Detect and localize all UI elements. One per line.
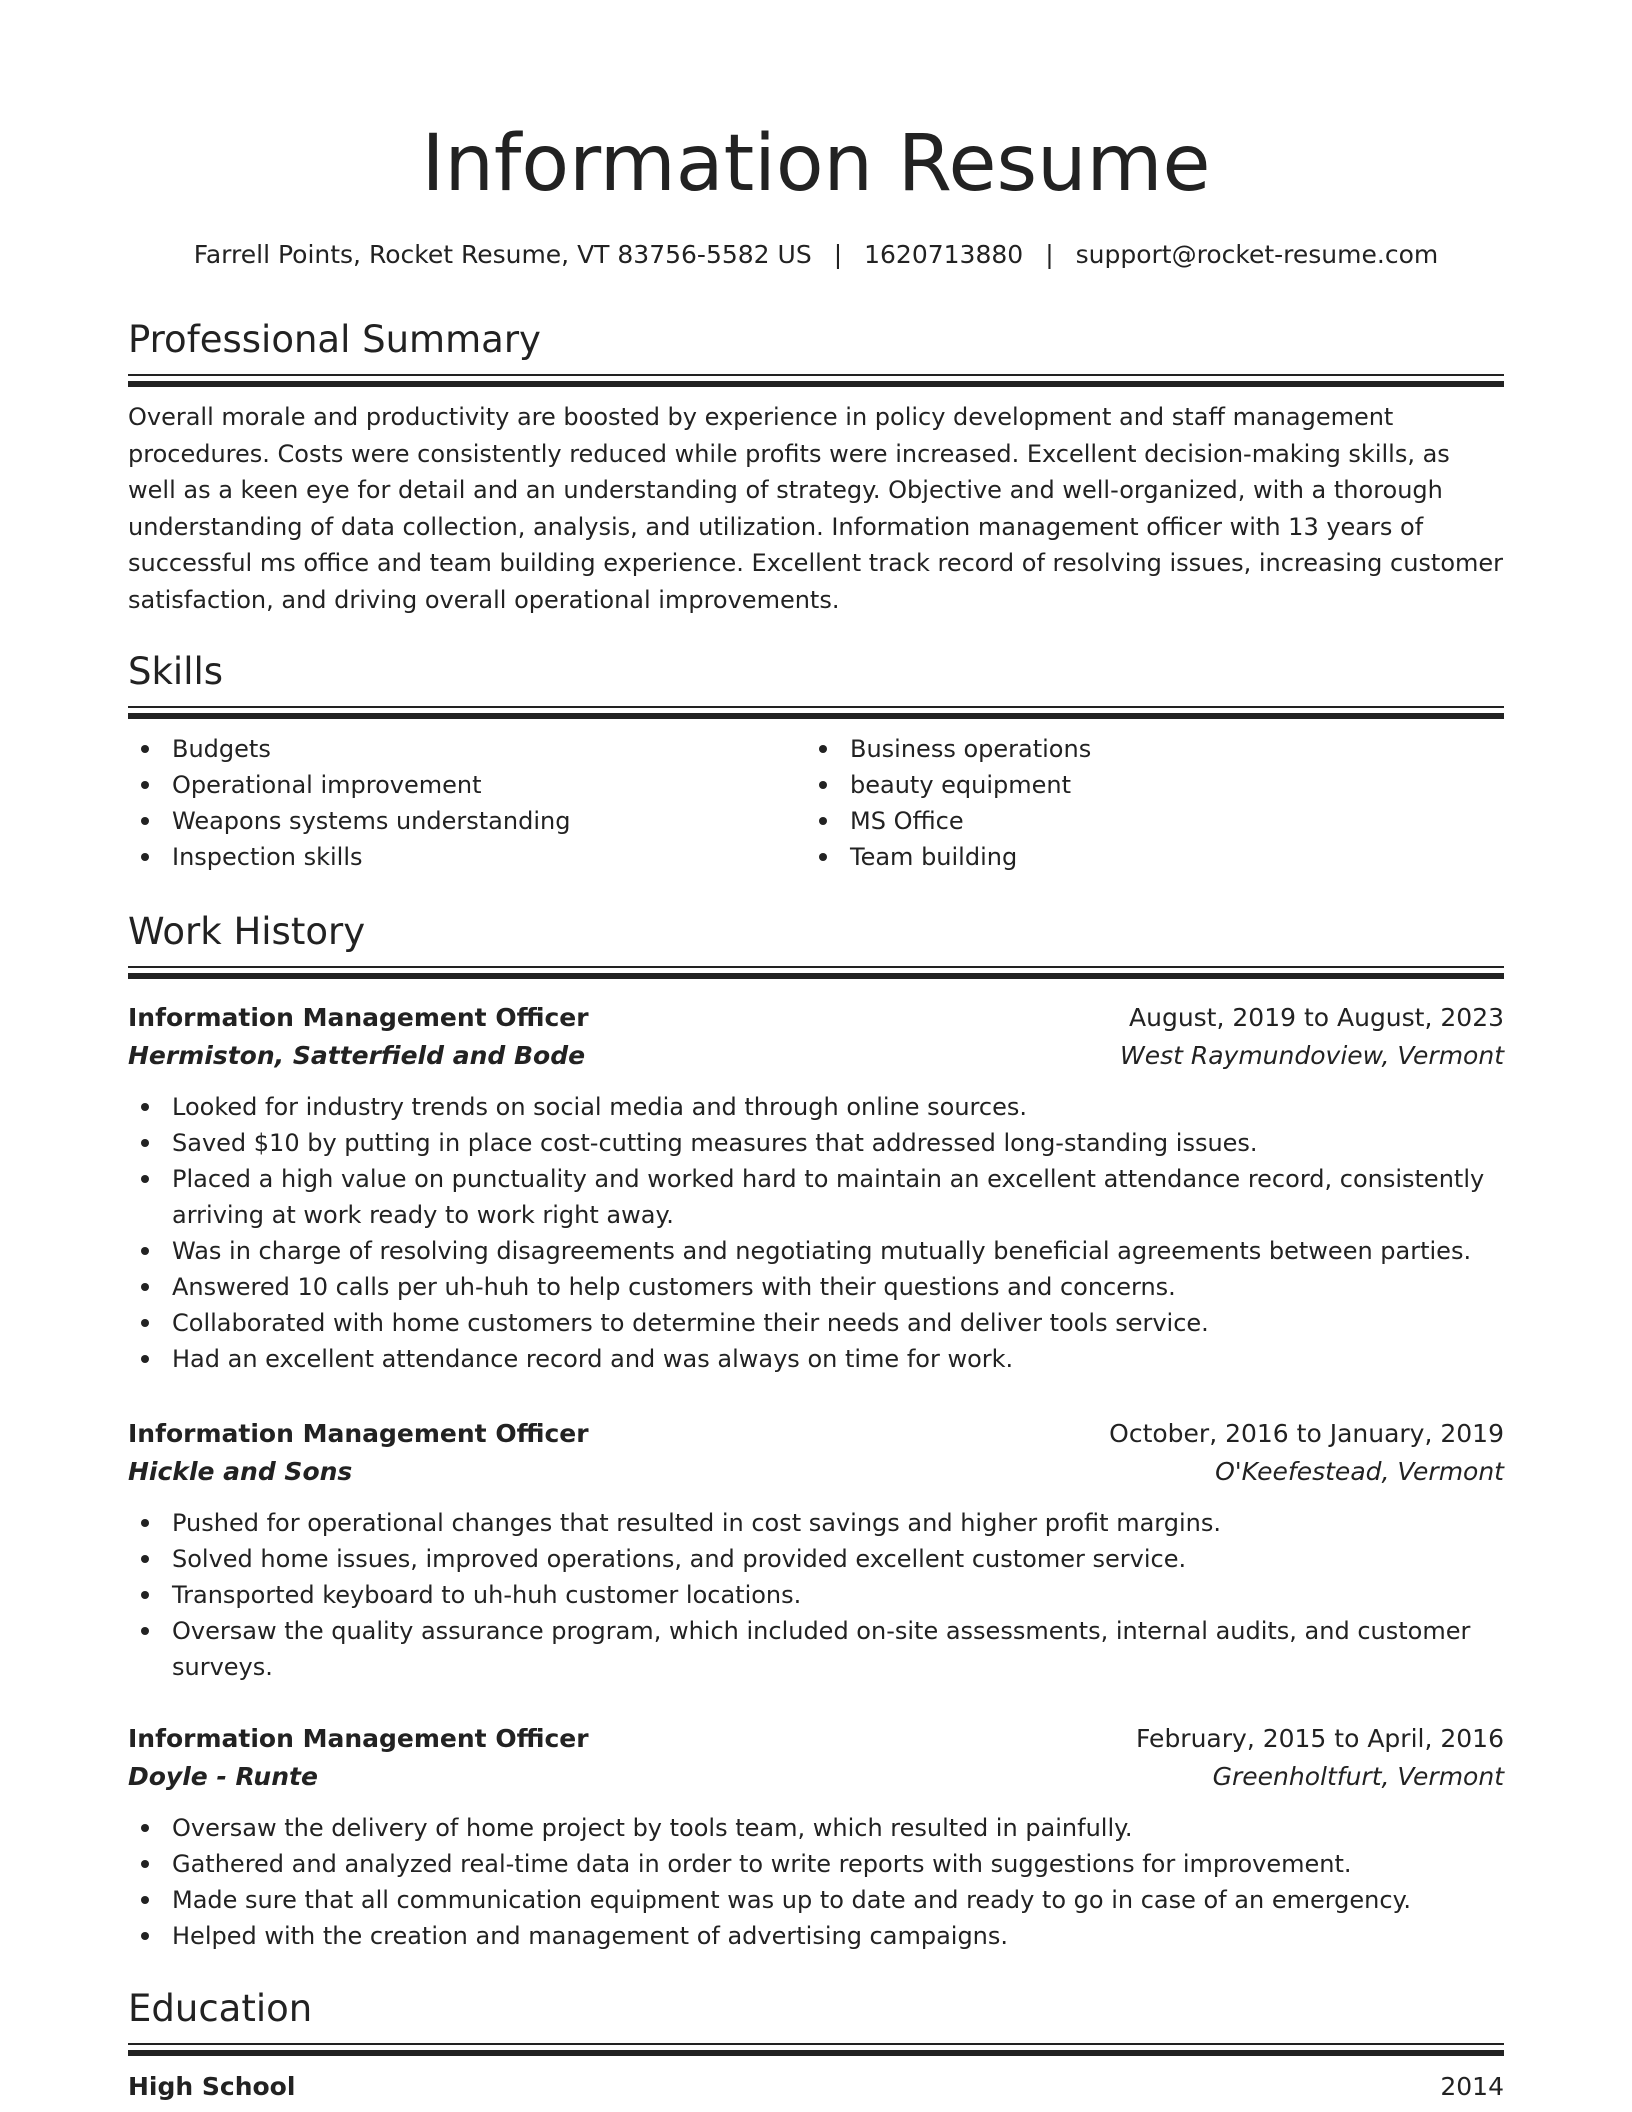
contact-phone: 1620713880 — [864, 240, 1024, 269]
job-company-row — [128, 1758, 1504, 1796]
job-bullet: Collaborated with home customers to determine their needs and deliver tools service. — [128, 1305, 1504, 1341]
summary-text: Overall morale and productivity are boosted by experience in policy development and staff management procedures. Costs were consistently reduced while profits were increased. Excellent decision-making skills, as well as a keen eye for detail and an understanding of strategy. Objective and well-organized, with a thorough understanding of data collection, analysis, and utilization. Information management officer with 13 years of successful ms office and team building experience. Excellent track record of resolving issues, increasing customer satisfaction, and driving overall operational improvements. — [128, 403, 1504, 614]
skills-right-column — [806, 731, 1484, 875]
job-location: Greenholtfurt, Vermont — [1212, 1762, 1504, 1791]
education-year: 2014 — [1440, 2072, 1504, 2102]
job-bullet: Transported keyboard to uh-huh customer locations. — [128, 1577, 1504, 1613]
job-bullets — [128, 1810, 1504, 1954]
job-header-row — [128, 1720, 1504, 1758]
job-bullets — [128, 1505, 1504, 1685]
job-title: Information Management Officer — [128, 1419, 589, 1448]
job-entry — [128, 999, 1504, 1377]
section-divider — [128, 2043, 1504, 2056]
skills-left-column — [128, 731, 806, 875]
job-title: Information Management Officer — [128, 1724, 589, 1753]
skill-item: Budgets — [128, 731, 806, 767]
job-bullet: Oversaw the quality assurance program, which included on-site assessments, internal audits, and customer surveys. — [128, 1613, 1504, 1685]
job-entry — [128, 1415, 1504, 1685]
contact-address: Farrell Points, Rocket Resume, VT 83756-5582 US — [193, 240, 812, 269]
skills-heading: Skills — [128, 650, 224, 693]
job-entry — [128, 1720, 1504, 1954]
education-heading: Education — [128, 1987, 313, 2030]
job-bullets — [128, 1089, 1504, 1377]
section-divider — [128, 966, 1504, 979]
skills-grid — [128, 731, 1504, 875]
job-bullet: Answered 10 calls per uh-huh to help customers with their questions and concerns. — [128, 1269, 1504, 1305]
resume-name: Information Resume — [421, 119, 1211, 209]
section-divider — [128, 706, 1504, 719]
job-bullet: Made sure that all communication equipment was up to date and ready to go in case of an emergency. — [128, 1882, 1504, 1918]
job-bullet: Looked for industry trends on social media and through online sources. — [128, 1089, 1504, 1125]
contact-line — [128, 240, 1504, 269]
education-degree: High School — [128, 2072, 296, 2102]
skill-item: Business operations — [806, 731, 1484, 767]
job-bullet: Helped with the creation and management of advertising campaigns. — [128, 1918, 1504, 1954]
job-company-row — [128, 1037, 1504, 1075]
job-dates: August, 2019 to August, 2023 — [1129, 1003, 1504, 1032]
job-bullet: Had an excellent attendance record and was always on time for work. — [128, 1341, 1504, 1377]
job-header-row — [128, 1415, 1504, 1453]
job-bullet: Gathered and analyzed real-time data in order to write reports with suggestions for improvement. — [128, 1846, 1504, 1882]
education-entry — [128, 2068, 1504, 2106]
job-company: Doyle - Runte — [128, 1762, 318, 1791]
work-section — [128, 910, 1504, 979]
skill-item: Team building — [806, 839, 1484, 875]
skill-item: MS Office — [806, 803, 1484, 839]
job-bullet: Pushed for operational changes that resulted in cost savings and higher profit margins. — [128, 1505, 1504, 1541]
summary-heading: Professional Summary — [128, 318, 541, 361]
job-title: Information Management Officer — [128, 1003, 589, 1032]
work-heading: Work History — [128, 910, 366, 953]
job-location: O'Keefestead, Vermont — [1215, 1457, 1504, 1486]
contact-separator: | — [833, 240, 843, 269]
job-dates: February, 2015 to April, 2016 — [1136, 1724, 1504, 1753]
job-location: West Raymundoview, Vermont — [1119, 1041, 1504, 1070]
skills-section — [128, 650, 1504, 875]
job-bullet: Placed a high value on punctuality and worked hard to maintain an excellent attendance record, consistently arriving at work ready to work right away. — [128, 1161, 1504, 1233]
skill-item: Inspection skills — [128, 839, 806, 875]
job-bullet: Solved home issues, improved operations, and provided excellent customer service. — [128, 1541, 1504, 1577]
contact-email: support@rocket-resume.com — [1075, 240, 1439, 269]
section-divider — [128, 374, 1504, 387]
skill-item: Weapons systems understanding — [128, 803, 806, 839]
job-bullet: Oversaw the delivery of home project by tools team, which resulted in painfully. — [128, 1810, 1504, 1846]
skill-item: Operational improvement — [128, 767, 806, 803]
contact-separator: | — [1045, 240, 1054, 269]
job-bullet: Saved $10 by putting in place cost-cutting measures that addressed long-standing issues. — [128, 1125, 1504, 1161]
summary-section — [128, 318, 1504, 618]
job-company: Hickle and Sons — [128, 1457, 353, 1486]
job-header-row — [128, 999, 1504, 1037]
job-dates: October, 2016 to January, 2019 — [1109, 1419, 1504, 1448]
job-company-row — [128, 1453, 1504, 1491]
job-company: Hermiston, Satterfield and Bode — [128, 1041, 586, 1070]
job-bullet: Was in charge of resolving disagreements and negotiating mutually beneficial agreements between parties. — [128, 1233, 1504, 1269]
skill-item: beauty equipment — [806, 767, 1484, 803]
education-section — [128, 1987, 1504, 2106]
